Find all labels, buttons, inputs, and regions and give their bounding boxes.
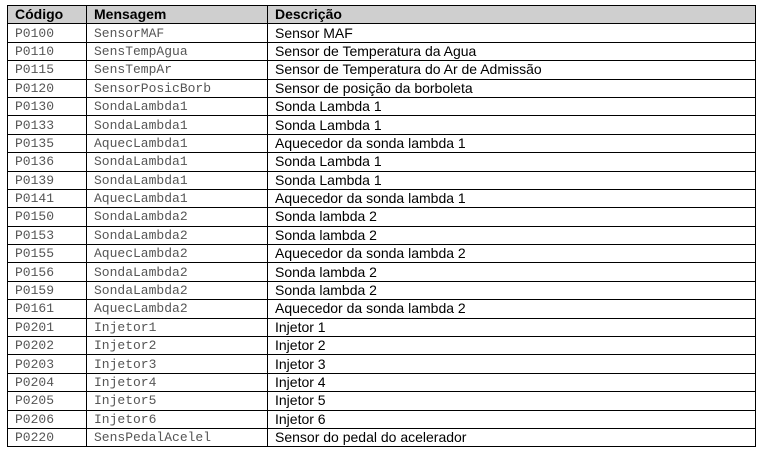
cell-message: Injetor6	[87, 410, 268, 428]
table-row	[8, 355, 756, 373]
table-row	[8, 337, 756, 355]
cell-code: P0110	[8, 42, 87, 60]
cell-description: Sonda lambda 2	[268, 263, 756, 281]
cell-message: AquecLambda1	[87, 134, 268, 152]
cell-message: Injetor5	[87, 392, 268, 410]
cell-description: Sonda lambda 2	[268, 226, 756, 244]
cell-code: P0202	[8, 337, 87, 355]
table-row	[8, 134, 756, 152]
table-row	[8, 281, 756, 299]
cell-code: P0159	[8, 281, 87, 299]
cell-message: SondaLambda1	[87, 153, 268, 171]
cell-message: AquecLambda1	[87, 189, 268, 207]
table-row	[8, 189, 756, 207]
cell-message: SondaLambda2	[87, 281, 268, 299]
cell-code: P0115	[8, 61, 87, 79]
cell-code: P0133	[8, 116, 87, 134]
cell-code: P0205	[8, 392, 87, 410]
cell-message: SensPedalAcelel	[87, 428, 268, 446]
cell-code: P0155	[8, 245, 87, 263]
cell-code: P0136	[8, 153, 87, 171]
table-row	[8, 24, 756, 42]
cell-description: Sonda Lambda 1	[268, 97, 756, 115]
cell-description: Sonda lambda 2	[268, 208, 756, 226]
cell-description: Sensor do pedal do acelerador	[268, 428, 756, 446]
cell-message: SondaLambda1	[87, 97, 268, 115]
table-header-row	[8, 6, 756, 24]
cell-code: P0156	[8, 263, 87, 281]
table-row	[8, 300, 756, 318]
table-row	[8, 208, 756, 226]
cell-description: Aquecedor da sonda lambda 1	[268, 189, 756, 207]
cell-description: Sensor de Temperatura do Ar de Admissão	[268, 61, 756, 79]
fault-code-table	[7, 5, 756, 447]
cell-code: P0135	[8, 134, 87, 152]
cell-description: Aquecedor da sonda lambda 2	[268, 300, 756, 318]
cell-code: P0203	[8, 355, 87, 373]
cell-code: P0161	[8, 300, 87, 318]
cell-message: Injetor1	[87, 318, 268, 336]
cell-message: AquecLambda2	[87, 245, 268, 263]
cell-message: SensTempAr	[87, 61, 268, 79]
cell-message: SondaLambda1	[87, 171, 268, 189]
table-row	[8, 171, 756, 189]
cell-description: Sensor MAF	[268, 24, 756, 42]
cell-code: P0201	[8, 318, 87, 336]
cell-description: Sensor de Temperatura da Agua	[268, 42, 756, 60]
cell-code: P0100	[8, 24, 87, 42]
cell-message: SondaLambda2	[87, 208, 268, 226]
table-row	[8, 318, 756, 336]
cell-code: P0153	[8, 226, 87, 244]
table-row	[8, 79, 756, 97]
cell-description: Injetor 4	[268, 373, 756, 391]
cell-description: Sensor de posição da borboleta	[268, 79, 756, 97]
cell-code: P0141	[8, 189, 87, 207]
table-row	[8, 42, 756, 60]
cell-message: Injetor3	[87, 355, 268, 373]
cell-description: Injetor 6	[268, 410, 756, 428]
cell-description: Aquecedor da sonda lambda 1	[268, 134, 756, 152]
cell-code: P0130	[8, 97, 87, 115]
table-row	[8, 410, 756, 428]
table-body	[8, 24, 756, 447]
column-header-message: Mensagem	[87, 6, 268, 24]
cell-description: Injetor 5	[268, 392, 756, 410]
table-row	[8, 263, 756, 281]
cell-message: SensTempAgua	[87, 42, 268, 60]
cell-message: SensorPosicBorb	[87, 79, 268, 97]
cell-description: Sonda Lambda 1	[268, 171, 756, 189]
table-row	[8, 116, 756, 134]
cell-message: AquecLambda2	[87, 300, 268, 318]
cell-message: Injetor2	[87, 337, 268, 355]
cell-code: P0139	[8, 171, 87, 189]
cell-description: Sonda Lambda 1	[268, 116, 756, 134]
cell-description: Injetor 2	[268, 337, 756, 355]
cell-description: Sonda lambda 2	[268, 281, 756, 299]
table-row	[8, 153, 756, 171]
cell-message: SondaLambda1	[87, 116, 268, 134]
cell-code: P0150	[8, 208, 87, 226]
table-row	[8, 245, 756, 263]
fault-code-table-wrapper	[7, 5, 756, 447]
cell-message: SondaLambda2	[87, 263, 268, 281]
cell-message: Injetor4	[87, 373, 268, 391]
cell-code: P0206	[8, 410, 87, 428]
table-row	[8, 428, 756, 446]
column-header-description: Descrição	[268, 6, 756, 24]
column-header-code: Código	[8, 6, 87, 24]
cell-description: Sonda Lambda 1	[268, 153, 756, 171]
cell-description: Injetor 1	[268, 318, 756, 336]
cell-code: P0220	[8, 428, 87, 446]
cell-description: Injetor 3	[268, 355, 756, 373]
table-row	[8, 97, 756, 115]
cell-message: SondaLambda2	[87, 226, 268, 244]
table-row	[8, 373, 756, 391]
table-row	[8, 392, 756, 410]
cell-message: SensorMAF	[87, 24, 268, 42]
table-row	[8, 226, 756, 244]
cell-code: P0204	[8, 373, 87, 391]
cell-description: Aquecedor da sonda lambda 2	[268, 245, 756, 263]
cell-code: P0120	[8, 79, 87, 97]
table-row	[8, 61, 756, 79]
